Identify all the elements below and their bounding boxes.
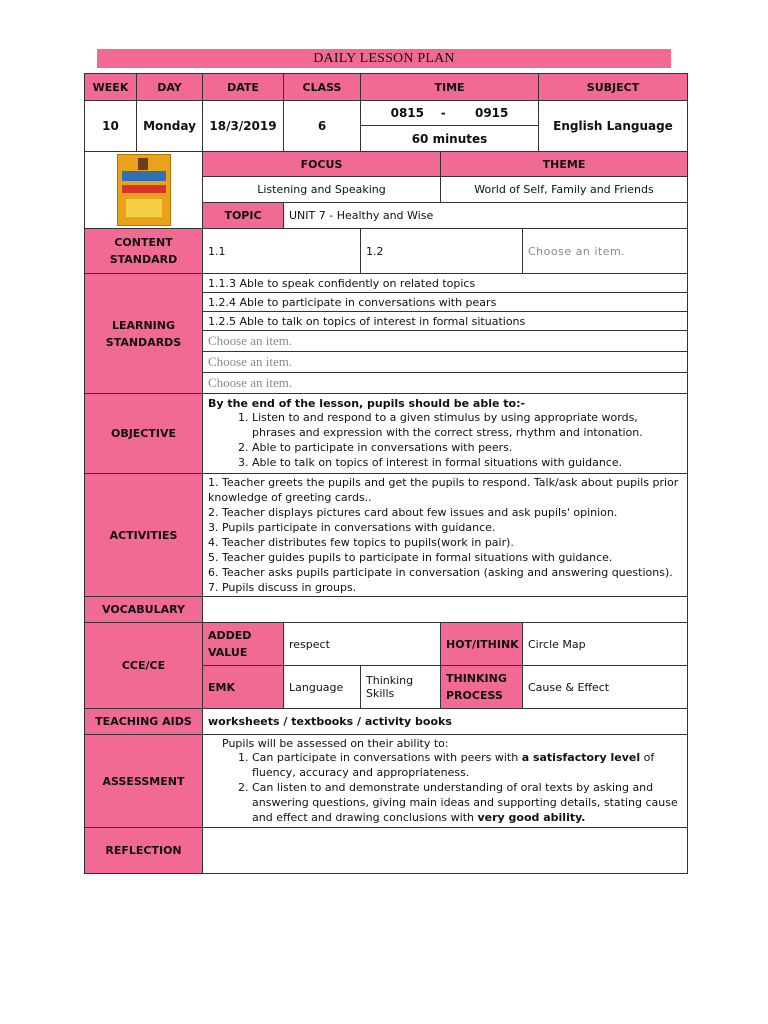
textbook-cover-cell bbox=[85, 152, 203, 229]
added-value-label: ADDED VALUE bbox=[203, 623, 284, 666]
assessment-item: 1. Can participate in conversations with peers with a satisfactory level of fluency, accuracy and appropriateness. bbox=[252, 750, 682, 780]
assessment-list bbox=[208, 750, 682, 825]
activity-item: 2. Teacher displays pictures card about few issues and ask pupils' opinion. bbox=[208, 506, 618, 519]
theme-label: THEME bbox=[441, 152, 688, 177]
time-range bbox=[361, 101, 539, 126]
emk-value: Language bbox=[284, 666, 361, 709]
assessment-intro: Pupils will be assessed on their ability to: bbox=[222, 737, 449, 750]
activities-label: ACTIVITIES bbox=[85, 474, 203, 597]
teaching-aids-value: worksheets / textbooks / activity books bbox=[203, 709, 688, 735]
activity-item: 4. Teacher distributes few topics to pupils(work in pair). bbox=[208, 536, 514, 549]
thinking-process-label: THINKING PROCESS bbox=[441, 666, 523, 709]
topic-label: TOPIC bbox=[203, 202, 284, 228]
hot-ithink-label: HOT/ITHINK bbox=[441, 623, 523, 666]
assessment-item: 2. Can listen to and demonstrate understanding of oral texts by asking and answering questions, giving main ideas and supporting details, stating cause and effect and drawing conclusions with very good ability. bbox=[252, 780, 682, 825]
activity-item: 5. Teacher guides pupils to participate in formal situations with guidance. bbox=[208, 551, 613, 564]
header-time: TIME bbox=[361, 74, 539, 101]
header-class: CLASS bbox=[284, 74, 361, 101]
lesson-plan-table bbox=[84, 73, 688, 874]
header-day: DAY bbox=[137, 74, 203, 101]
learning-standards-label: LEARNING STANDARDS bbox=[85, 274, 203, 394]
focus-value: Listening and Speaking bbox=[203, 177, 441, 202]
objective-item: 1. Listen to and respond to a given stimulus by using appropriate words, phrases and expression with the correct stress, rhythm and intonation. bbox=[252, 410, 682, 440]
cce-label: CCE/CE bbox=[85, 623, 203, 709]
hot-ithink-value: Circle Map bbox=[523, 623, 688, 666]
activity-item: 7. Pupils discuss in groups. bbox=[208, 581, 357, 594]
emk-label: EMK bbox=[203, 666, 284, 709]
learning-standard-choose-dropdown-3[interactable]: Choose an item. bbox=[203, 373, 688, 394]
assessment-label: ASSESSMENT bbox=[85, 735, 203, 828]
activity-item: 1. Teacher greets the pupils and get the pupils to respond. Talk/ask about pupils prior knowledge of greeting cards.. bbox=[208, 476, 679, 504]
duration-value: 60 minutes bbox=[361, 126, 539, 152]
thinking-process-value: Cause & Effect bbox=[523, 666, 688, 709]
time-end: 0915 bbox=[474, 106, 509, 120]
theme-value: World of Self, Family and Friends bbox=[441, 177, 688, 202]
week-value: 10 bbox=[85, 101, 137, 152]
reflection-value[interactable] bbox=[203, 828, 688, 874]
subject-value: English Language bbox=[539, 101, 688, 152]
header-subject: SUBJECT bbox=[539, 74, 688, 101]
objective-item: 2. Able to participate in conversations with peers. bbox=[252, 440, 682, 455]
content-standard-choose-dropdown[interactable]: Choose an item. bbox=[523, 229, 688, 274]
topic-value: UNIT 7 - Healthy and Wise bbox=[284, 202, 688, 228]
emk-value-2: Thinking Skills bbox=[361, 666, 441, 709]
learning-standard-1: 1.1.3 Able to speak confidently on related topics bbox=[203, 274, 688, 293]
added-value: respect bbox=[284, 623, 441, 666]
objective-list bbox=[208, 410, 682, 470]
page-title: DAILY LESSON PLAN bbox=[97, 49, 671, 68]
activity-item: 6. Teacher asks pupils participate in conversation (asking and answering questions). bbox=[208, 566, 673, 579]
content-standard-label: CONTENT STANDARD bbox=[85, 229, 203, 274]
day-value: Monday bbox=[137, 101, 203, 152]
header-date: DATE bbox=[203, 74, 284, 101]
vocabulary-label: VOCABULARY bbox=[85, 597, 203, 623]
textbook-cover-image bbox=[117, 154, 171, 226]
header-week: WEEK bbox=[85, 74, 137, 101]
reflection-label: REFLECTION bbox=[85, 828, 203, 874]
content-standard-2: 1.2 bbox=[361, 229, 523, 274]
learning-standard-choose-dropdown-2[interactable]: Choose an item. bbox=[203, 352, 688, 373]
activities-content bbox=[203, 474, 688, 597]
learning-standard-choose-dropdown-1[interactable]: Choose an item. bbox=[203, 331, 688, 352]
date-value: 18/3/2019 bbox=[203, 101, 284, 152]
time-start: 0815 bbox=[390, 106, 425, 120]
assessment-content bbox=[203, 735, 688, 828]
learning-standard-2: 1.2.4 Able to participate in conversations with pears bbox=[203, 293, 688, 312]
class-value: 6 bbox=[284, 101, 361, 152]
objective-intro: By the end of the lesson, pupils should be able to:- bbox=[208, 397, 526, 410]
objective-item: 3. Able to talk on topics of interest in formal situations with guidance. bbox=[252, 455, 682, 470]
vocabulary-value bbox=[203, 597, 688, 623]
teaching-aids-label: TEACHING AIDS bbox=[85, 709, 203, 735]
learning-standard-3: 1.2.5 Able to talk on topics of interest in formal situations bbox=[203, 312, 688, 331]
objective-label: OBJECTIVE bbox=[85, 394, 203, 474]
activity-item: 3. Pupils participate in conversations with guidance. bbox=[208, 521, 496, 534]
time-separator: - bbox=[440, 106, 446, 120]
objective-content bbox=[203, 394, 688, 474]
content-standard-1: 1.1 bbox=[203, 229, 361, 274]
focus-label: FOCUS bbox=[203, 152, 441, 177]
